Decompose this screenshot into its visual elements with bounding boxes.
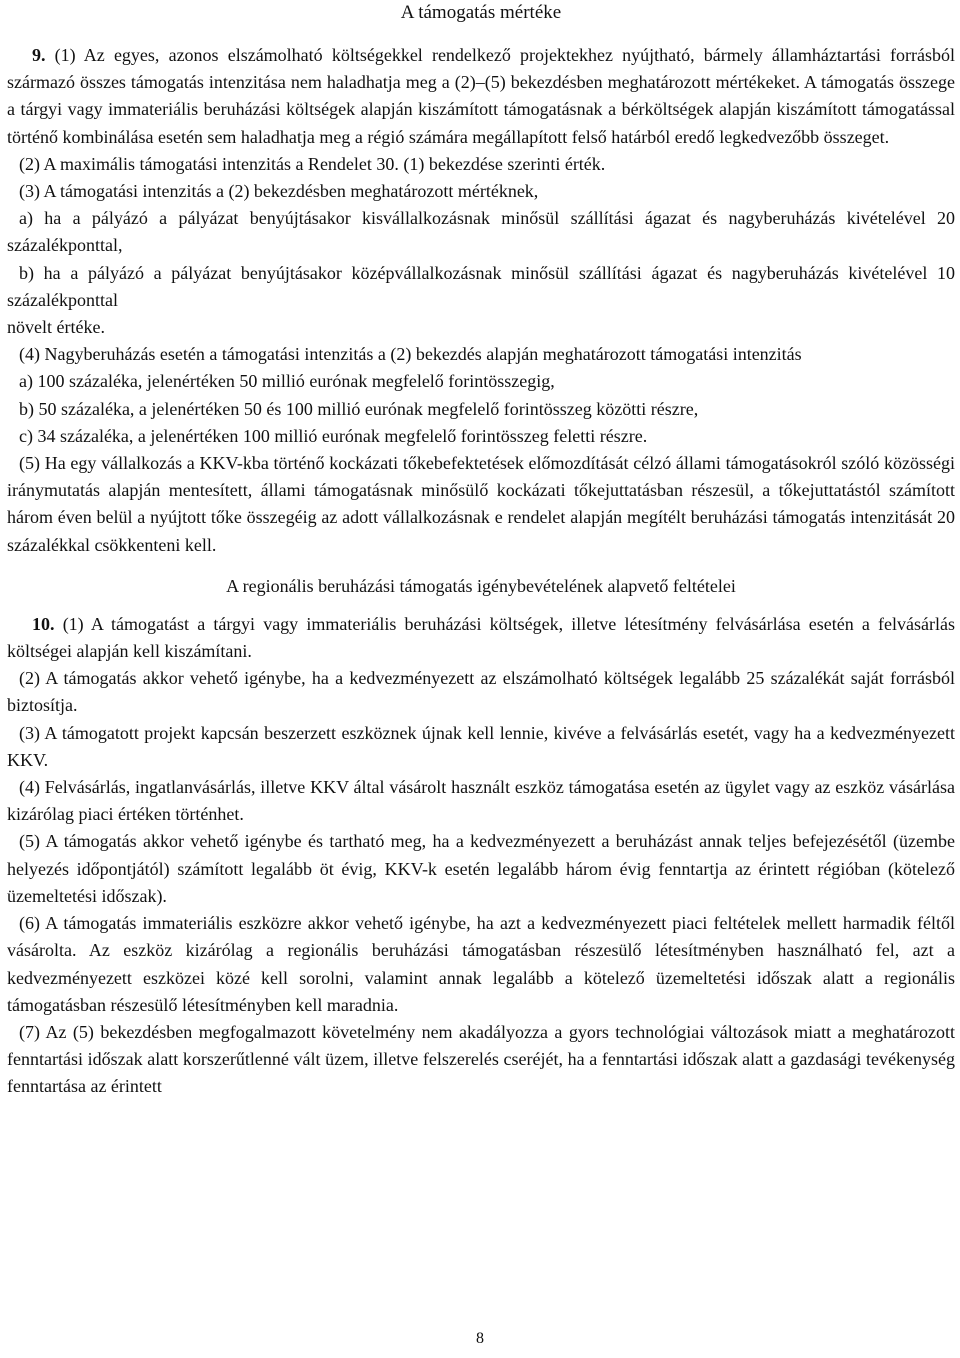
paragraph [7,42,955,151]
section-heading: A regionális beruházási támogatás igénybevételének alapvető feltételei [226,575,736,596]
section-number: 10. [32,613,55,634]
section-heading: A támogatás mértéke [400,2,562,23]
paragraph: (7) Az (5) bekezdésben megfogalmazott követelmény nem akadályozza a gyors technológiai változások miatt a meghatározott fenntartási időszak alatt korszerűtlenné vált üzem, illetve felszerelés cseréjét, ha a fenntartási időszak alatt a gazdasági tevékenység fenntartása az érintett [7,1021,955,1097]
paragraph: (5) A támogatás akkor vehető igénybe és tartható meg, ha a kedvezményezett a beruházást annak teljes befejezésétől (üzembe helyezés időpontjától) számított legalább öt évig, KKV-k esetén legalább három évig fenntartja az érintett régióban (kötelező üzemeltetési időszak). [7,831,955,906]
list-item: a) ha a pályázó a pályázat benyújtásakor kisvállalkozásnak minősül szállítási ágazat és nagyberuházás kivételével 20 százalékponttal, [7,208,955,256]
paragraph: (3) A támogatott projekt kapcsán beszerzett eszköznek újnak kell lennie, kivéve a felvásárlás esetét, vagy ha a kedvezményezett KKV. [7,722,955,770]
paragraph: (2) A támogatás akkor vehető igénybe, ha a kedvezményezett az elszámolható költségek legalább 25 százalékát saját forrásból biztosítja. [7,668,955,716]
page-number: 8 [476,1330,484,1347]
paragraph-text: (1) Az egyes, azonos elszámolható költségekkel rendelkező projektekhez nyújtható, bármely államháztartási forrásból származó összes támogatás intenzitása nem haladhatja meg a (2)–(5) bekezdésben meghatározott mértékeket. A támogatás összege a tárgyi vagy immateriális beruházási költségek alapján kiszámított támogatásnak a bérköltségek alapján kiszámított támogatással történő kombinálása esetén sem haladhatja meg a régió számára megállapított felső határból eredő legkedvezőbb összeget. [7,45,955,147]
paragraph: (2) A maximális támogatási intenzitás a Rendelet 30. (1) bekezdése szerinti érték. [19,153,606,174]
paragraph: (5) Ha egy vállalkozás a KKV-kba történő kockázati tőkebefektetések előmozdítását célzó állami támogatásokról szóló közösségi iránymutatás alapján mentesített, állami támogatásnak minősülő kockázati tőkejuttatásban részesül, a tőkejuttatástól számított három éven belül a nyújtott tőke összegéig az adott vállalkozásnak e rendelet alapján megítélt beruházási támogatás intenzitását 20 százalékkal csökkenteni kell. [7,453,955,555]
paragraph: (4) Felvásárlás, ingatlanvásárlás, illetve KKV által vásárolt használt eszköz támogatása esetén az ügylet vagy az eszköz vásárlása kizárólag piaci értéken történhet. [7,777,955,825]
document-page [7,0,955,1101]
paragraph: növelt értéke. [7,317,105,338]
paragraph: (3) A támogatási intenzitás a (2) bekezdésben meghatározott mértéknek, [19,181,539,202]
paragraph: (6) A támogatás immateriális eszközre akkor vehető igénybe, ha azt a kedvezményezett piaci feltételek mellett harmadik féltől vásárolta. Az eszköz kizárólag a regionális beruházási támogatásban részesülő létesítményben használható fel, azt a kedvezményezett eszközei közé kell sorolni, valamint annak legalább a kötelező üzemeltetési időszak alatt a regionális támogatásban részesülő létesítményben kell maradnia. [7,913,955,1015]
section-number: 9. [32,45,46,65]
list-item: a) 100 százaléka, jelenértéken 50 millió eurónak megfelelő forintösszegig, [19,371,555,392]
list-item: b) 50 százaléka, a jelenértéken 50 és 100 millió eurónak megfelelő forintösszeg közötti részre, [19,398,699,419]
paragraph [7,611,955,665]
list-item: b) ha a pályázó a pályázat benyújtásakor középvállalkozásnak minősül szállítási ágazat és nagyberuházás kivételével 10 százalékponttal [7,262,955,310]
paragraph-text: (1) A támogatást a tárgyi vagy immateriális beruházási költségek, illetve létesítmény felvásárlása esetén a felvásárlás költségei alapján kell kiszámítani. [7,613,956,662]
list-item: c) 34 százaléka, a jelenértéken 100 millió eurónak megfelelő forintösszeg feletti részre. [19,425,648,446]
paragraph: (4) Nagyberuházás esetén a támogatási intenzitás a (2) bekezdés alapján meghatározott támogatási intenzitás [19,344,802,365]
